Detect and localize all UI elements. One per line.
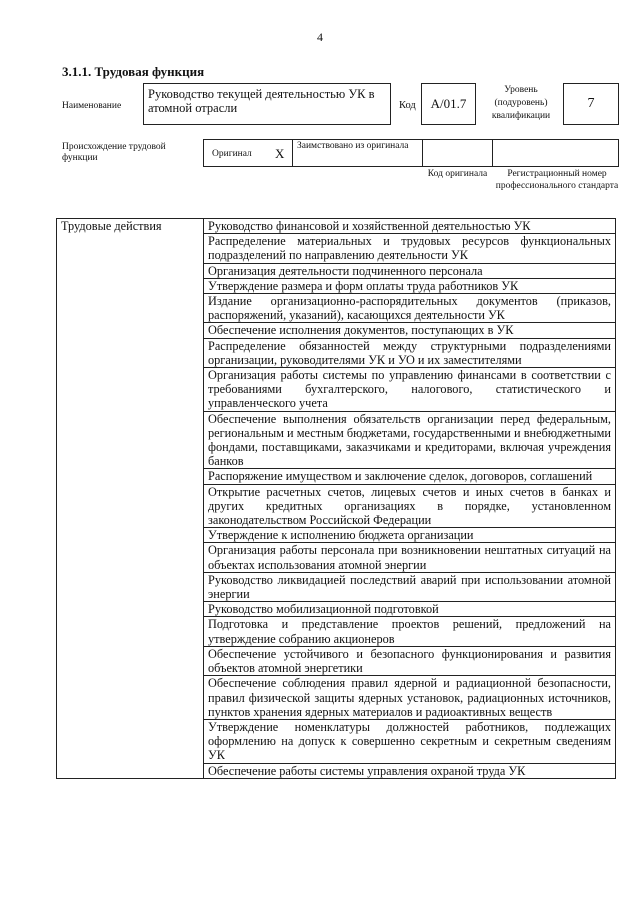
origin-code-cell	[422, 139, 493, 167]
original-mark: X	[275, 146, 285, 161]
labor-action-item: Обеспечение работы системы управления охраной труда УК	[204, 763, 616, 778]
labor-action-item: Издание организационно-распорядительных документов (приказов, распоряжений, указаний), касающихся деятельности УК	[204, 294, 616, 323]
name-value: Руководство текущей деятельностью УК в атомной отрасли	[148, 87, 375, 115]
code-caption: Код оригинала	[427, 169, 488, 179]
labor-actions-label: Трудовые действия	[57, 219, 204, 779]
code-value-box	[421, 83, 476, 125]
labor-action-item: Открытие расчетных счетов, лицевых счетов и иных счетов в банках и других кредитных организациях в порядке, установленном законодательством Российской Федерации	[204, 484, 616, 528]
origin-reg-cell	[492, 139, 619, 167]
labor-action-item: Утверждение номенклатуры должностей работников, подлежащих оформлению на допуск к совершенно секретным и секретным сведениям УК	[204, 719, 616, 763]
labor-action-item: Распределение обязанностей между структурными подразделениями организации, руководителями УК и УО и их заместителями	[204, 338, 616, 367]
labor-action-item: Организация работы системы по управлению финансами в соответствии с требованиями бухгалтерского, налогового, статистического и управленческого учета	[204, 368, 616, 412]
labor-action-item: Утверждение к исполнению бюджета организации	[204, 528, 616, 543]
labor-action-item: Распоряжение имуществом и заключение сделок, договоров, соглашений	[204, 469, 616, 484]
level-value: 7	[587, 96, 595, 111]
labor-action-item: Организация деятельности подчиненного персонала	[204, 263, 616, 278]
labor-action-item: Обеспечение выполнения обязательств организации перед федеральным, региональным и местным бюджетами, государственными и внебюджетными фондами, поставщиками, заказчиками и кредиторами, включая учреждения банков	[204, 411, 616, 469]
level-label: Уровень (подуровень) квалификации	[491, 85, 551, 121]
labor-action-item: Обеспечение устойчивого и безопасного функционирования и развития объектов атомной энергетики	[204, 646, 616, 675]
labor-action-item: Подготовка и представление проектов решений, предложений на утверждение собранию акционеров	[204, 617, 616, 646]
labor-action-item: Руководство ликвидацией последствий аварий при использовании атомной энергии	[204, 572, 616, 601]
original-label: Оригинал	[212, 149, 252, 159]
section-heading: 3.1.1. Трудовая функция	[62, 64, 205, 79]
name-label: Наименование	[62, 101, 122, 111]
table-row	[57, 219, 616, 234]
code-value: А/01.7	[430, 96, 467, 111]
borrowed-label: Заимствовано из оригинала	[297, 141, 409, 151]
labor-action-item: Утверждение размера и форм оплаты труда работников УК	[204, 278, 616, 293]
reg-caption: Регистрационный номер профессионального стандарта	[495, 169, 619, 191]
origin-label: Происхождение трудовой функции	[62, 142, 166, 163]
page-number: 4	[317, 30, 323, 44]
origin-original-cell	[203, 139, 293, 167]
labor-action-item: Обеспечение соблюдения правил ядерной и радиационной безопасности, правил физической защиты ядерных установок, радиационных источников, пунктов хранения ядерных материалов и радиоактивных веществ	[204, 676, 616, 720]
labor-action-item: Организация работы персонала при возникновении нештатных ситуаций на объектах использования атомной энергии	[204, 543, 616, 572]
code-label: Код	[399, 100, 416, 111]
name-value-box	[143, 83, 391, 125]
labor-action-item: Руководство финансовой и хозяйственной деятельностью УК	[204, 219, 616, 234]
labor-action-item: Обеспечение исполнения документов, поступающих в УК	[204, 323, 616, 338]
labor-action-item: Руководство мобилизационной подготовкой	[204, 602, 616, 617]
level-value-box	[563, 83, 619, 125]
labor-action-item: Распределение материальных и трудовых ресурсов функциональных подразделений по направлению деятельности УК	[204, 234, 616, 263]
origin-borrowed-cell	[292, 139, 423, 167]
labor-actions-table	[56, 218, 616, 779]
